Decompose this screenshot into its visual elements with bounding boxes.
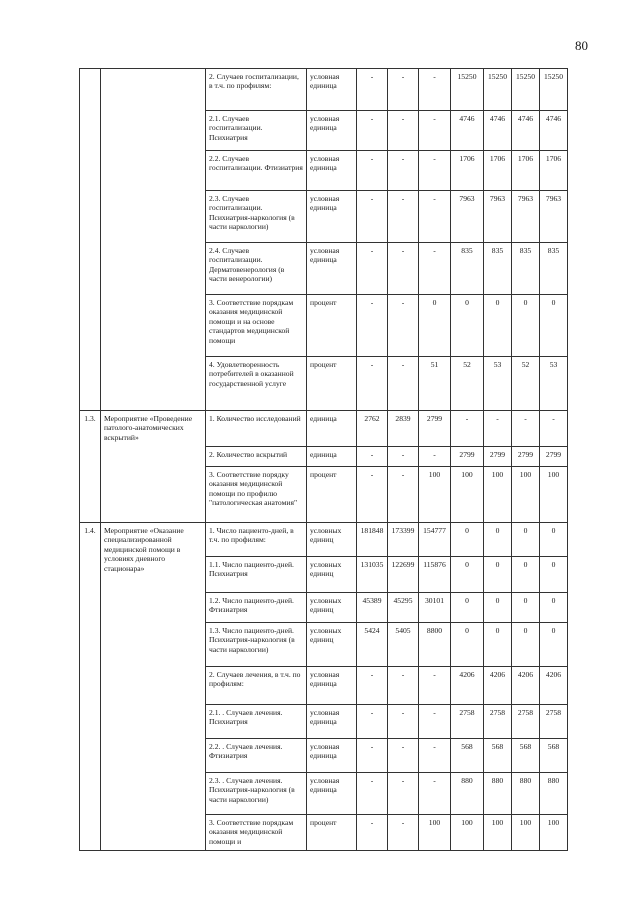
value-cell: - [357, 111, 388, 151]
value-cell: 0 [484, 557, 512, 593]
value-cell: 0 [512, 523, 540, 557]
value-cell: - [540, 411, 568, 447]
indicator-cell: 3. Соответствие порядкам оказания медицинской помощи и на основе стандартов медицинской помощи [206, 295, 307, 357]
value-cell: 2799 [512, 447, 540, 467]
value-cell: 2799 [540, 447, 568, 467]
value-cell: 4206 [484, 667, 512, 705]
unit-cell: условных единиц [307, 623, 357, 667]
table-row [80, 69, 568, 111]
value-cell: 100 [451, 467, 484, 523]
value-cell: 173399 [388, 523, 419, 557]
value-cell: 15250 [540, 69, 568, 111]
indicator-cell: 2. Количество вскрытий [206, 447, 307, 467]
unit-cell: единица [307, 411, 357, 447]
value-cell: 0 [512, 295, 540, 357]
value-cell: - [419, 773, 451, 815]
value-cell: 0 [451, 523, 484, 557]
value-cell: 100 [512, 467, 540, 523]
unit-cell: условная единица [307, 243, 357, 295]
value-cell: - [357, 447, 388, 467]
value-cell: 1706 [512, 151, 540, 191]
value-cell: - [388, 815, 419, 851]
value-cell: - [419, 191, 451, 243]
value-cell: - [388, 69, 419, 111]
indicator-cell: 1.3. Число пациенто-дней. Психиатрия-наркология (в части наркологии) [206, 623, 307, 667]
table-row [80, 411, 568, 447]
value-cell: 1706 [484, 151, 512, 191]
value-cell: - [357, 151, 388, 191]
value-cell: 0 [484, 523, 512, 557]
indicator-cell: 3. Соответствие порядкам оказания медицинской помощи и [206, 815, 307, 851]
value-cell: 2839 [388, 411, 419, 447]
value-cell: 2799 [484, 447, 512, 467]
value-cell: 880 [451, 773, 484, 815]
value-cell: 880 [512, 773, 540, 815]
value-cell: 568 [484, 739, 512, 773]
value-cell: - [357, 357, 388, 411]
value-cell: - [388, 151, 419, 191]
value-cell: 2758 [451, 705, 484, 739]
value-cell: 2758 [512, 705, 540, 739]
value-cell: 45389 [357, 593, 388, 623]
page-number: 80 [575, 38, 588, 53]
value-cell: - [419, 69, 451, 111]
value-cell: - [512, 411, 540, 447]
value-cell: - [388, 739, 419, 773]
value-cell: - [388, 773, 419, 815]
value-cell: 100 [419, 815, 451, 851]
value-cell: 880 [540, 773, 568, 815]
value-cell: 835 [451, 243, 484, 295]
indicator-cell: 1. Число пациенто-дней, в т.ч. по профилям: [206, 523, 307, 557]
unit-cell: процент [307, 295, 357, 357]
value-cell: 15250 [451, 69, 484, 111]
unit-cell: единица [307, 447, 357, 467]
unit-cell: условная единица [307, 773, 357, 815]
value-cell: 5424 [357, 623, 388, 667]
value-cell: - [388, 705, 419, 739]
value-cell: 154777 [419, 523, 451, 557]
value-cell: 4746 [540, 111, 568, 151]
value-cell: 2762 [357, 411, 388, 447]
value-cell: 4746 [512, 111, 540, 151]
value-cell: 53 [484, 357, 512, 411]
value-cell: 835 [512, 243, 540, 295]
value-cell: 2799 [419, 411, 451, 447]
value-cell: - [419, 243, 451, 295]
indicator-cell: 4. Удовлетворенность потребителей в оказанной государственной услуге [206, 357, 307, 411]
value-cell: 1706 [540, 151, 568, 191]
value-cell: 100 [540, 815, 568, 851]
value-cell: 0 [484, 295, 512, 357]
table-body [80, 69, 568, 851]
indicator-cell: 1.1. Число пациенто-дней. Психиатрия [206, 557, 307, 593]
value-cell: 0 [512, 593, 540, 623]
indicator-cell: 1. Количество исследований [206, 411, 307, 447]
value-cell: 568 [451, 739, 484, 773]
value-cell: 100 [451, 815, 484, 851]
value-cell: 181848 [357, 523, 388, 557]
value-cell: 52 [512, 357, 540, 411]
value-cell: - [388, 243, 419, 295]
indicator-cell: 2.1. . Случаев лечения. Психиатрия [206, 705, 307, 739]
value-cell: 131035 [357, 557, 388, 593]
value-cell: 0 [451, 295, 484, 357]
value-cell: 568 [540, 739, 568, 773]
value-cell: - [357, 773, 388, 815]
unit-cell: условная единица [307, 739, 357, 773]
value-cell: 0 [451, 593, 484, 623]
value-cell: 100 [419, 467, 451, 523]
value-cell: 0 [540, 295, 568, 357]
indicator-cell: 2.3. Случаев госпитализации. Психиатрия-наркология (в части наркологии) [206, 191, 307, 243]
value-cell: 45295 [388, 593, 419, 623]
event-name-cell: Мероприятие «Проведение патолого-анатомических вскрытий» [101, 411, 206, 523]
unit-cell: условных единиц [307, 523, 357, 557]
value-cell: 2758 [540, 705, 568, 739]
value-cell: 0 [451, 623, 484, 667]
indicator-cell: 1.2. Число пациенто-дней. Фтизиатрия [206, 593, 307, 623]
value-cell: 15250 [484, 69, 512, 111]
value-cell: 0 [512, 557, 540, 593]
value-cell: 0 [484, 593, 512, 623]
table-row [80, 523, 568, 557]
value-cell: - [451, 411, 484, 447]
unit-cell: условная единица [307, 191, 357, 243]
value-cell: 2799 [451, 447, 484, 467]
value-cell: - [357, 295, 388, 357]
value-cell: 1706 [451, 151, 484, 191]
value-cell: 100 [484, 815, 512, 851]
value-cell: 51 [419, 357, 451, 411]
indicators-table [79, 68, 568, 851]
value-cell: 115876 [419, 557, 451, 593]
unit-cell: условная единица [307, 667, 357, 705]
value-cell: 30101 [419, 593, 451, 623]
value-cell: 4206 [512, 667, 540, 705]
value-cell: - [388, 295, 419, 357]
value-cell: - [357, 191, 388, 243]
unit-cell: условных единиц [307, 557, 357, 593]
unit-cell: процент [307, 467, 357, 523]
value-cell: 2758 [484, 705, 512, 739]
value-cell: - [419, 151, 451, 191]
value-cell: 0 [512, 623, 540, 667]
value-cell: 568 [512, 739, 540, 773]
event-code-cell: 1.4. [80, 523, 101, 851]
value-cell: 52 [451, 357, 484, 411]
value-cell: - [357, 667, 388, 705]
unit-cell: условная единица [307, 151, 357, 191]
value-cell: 835 [540, 243, 568, 295]
event-name-cell [101, 69, 206, 411]
value-cell: 5405 [388, 623, 419, 667]
value-cell: - [357, 467, 388, 523]
value-cell: - [388, 357, 419, 411]
value-cell: 0 [451, 557, 484, 593]
value-cell: 4206 [451, 667, 484, 705]
value-cell: 0 [419, 295, 451, 357]
value-cell: 53 [540, 357, 568, 411]
value-cell: - [419, 667, 451, 705]
unit-cell: условная единица [307, 111, 357, 151]
event-code-cell: 1.3. [80, 411, 101, 523]
unit-cell: процент [307, 815, 357, 851]
unit-cell: процент [307, 357, 357, 411]
value-cell: 100 [540, 467, 568, 523]
indicator-cell: 2. Случаев госпитализации, в т.ч. по профилям: [206, 69, 307, 111]
event-name-cell: Мероприятие «Оказание специализированной медицинской помощи в условиях дневного стационара» [101, 523, 206, 851]
value-cell: 4206 [540, 667, 568, 705]
value-cell: 0 [484, 623, 512, 667]
value-cell: - [388, 447, 419, 467]
event-code-cell [80, 69, 101, 411]
value-cell: 100 [484, 467, 512, 523]
indicator-cell: 2.2. . Случаев лечения. Фтизиатрия [206, 739, 307, 773]
unit-cell: условная единица [307, 69, 357, 111]
value-cell: 4746 [451, 111, 484, 151]
value-cell: 835 [484, 243, 512, 295]
value-cell: 100 [512, 815, 540, 851]
value-cell: 7963 [540, 191, 568, 243]
indicator-cell: 3. Соответствие порядку оказания медицинской помощи по профилю "патологическая анатомия" [206, 467, 307, 523]
value-cell: - [419, 739, 451, 773]
unit-cell: условных единиц [307, 593, 357, 623]
value-cell: - [388, 667, 419, 705]
value-cell: 7963 [512, 191, 540, 243]
value-cell: 4746 [484, 111, 512, 151]
value-cell: - [357, 69, 388, 111]
value-cell: 0 [540, 523, 568, 557]
unit-cell: условная единица [307, 705, 357, 739]
value-cell: - [484, 411, 512, 447]
value-cell: 0 [540, 557, 568, 593]
value-cell: 15250 [512, 69, 540, 111]
indicator-cell: 2.4. Случаев госпитализации. Дерматовенерология (в части венерологии) [206, 243, 307, 295]
indicator-cell: 2. Случаев лечения, в т.ч. по профилям: [206, 667, 307, 705]
indicator-cell: 2.3. . Случаев лечения. Психиатрия-наркология (в части наркологии) [206, 773, 307, 815]
value-cell: 8800 [419, 623, 451, 667]
value-cell: - [357, 705, 388, 739]
value-cell: - [388, 111, 419, 151]
value-cell: 7963 [451, 191, 484, 243]
value-cell: - [357, 815, 388, 851]
value-cell: 7963 [484, 191, 512, 243]
indicator-cell: 2.2. Случаев госпитализации. Фтизиатрия [206, 151, 307, 191]
value-cell: 0 [540, 623, 568, 667]
value-cell: 0 [540, 593, 568, 623]
value-cell: - [419, 111, 451, 151]
value-cell: - [357, 243, 388, 295]
value-cell: 122699 [388, 557, 419, 593]
value-cell: - [419, 447, 451, 467]
value-cell: - [419, 705, 451, 739]
value-cell: - [388, 467, 419, 523]
value-cell: - [388, 191, 419, 243]
value-cell: - [357, 739, 388, 773]
indicator-cell: 2.1. Случаев госпитализации. Психиатрия [206, 111, 307, 151]
value-cell: 880 [484, 773, 512, 815]
